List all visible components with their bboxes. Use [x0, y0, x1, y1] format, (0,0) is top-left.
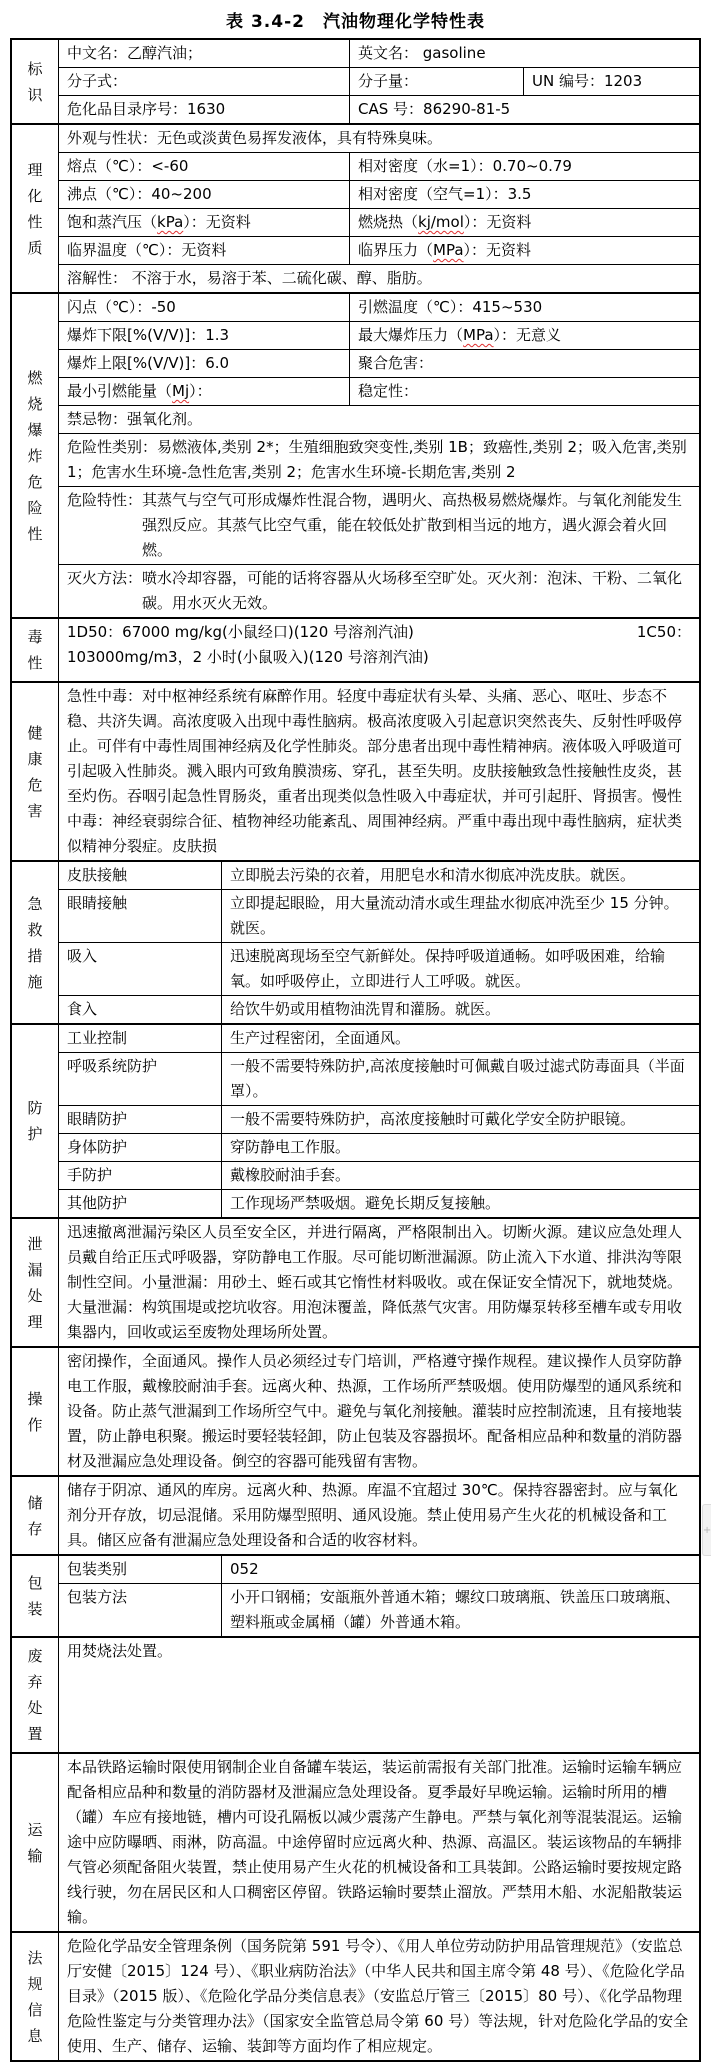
cell-eye-protection: 一般不需要特殊防护，高浓度接触时可戴化学安全防护眼镜。: [230, 1110, 636, 1128]
cell-eye-contact: 立即提起眼睑，用大量流动清水或生理盐水彻底冲洗至少 15 分钟。就医。: [230, 894, 679, 937]
cell-explosion-upper: 爆炸上限[%(V/V)]：6.0: [59, 350, 350, 377]
lc50-value: 103000mg/m3，2 小时(小鼠吸入)(120 号溶剂汽油): [67, 648, 429, 666]
table-row: [59, 125, 699, 152]
section-label-physical-chemical: [12, 125, 59, 292]
table-row: [59, 349, 699, 377]
section-label-storage: [12, 1477, 59, 1554]
table-row: [59, 1105, 699, 1133]
section-label-text: 储存: [27, 1493, 43, 1538]
cell-handling: 密闭操作，全面通风。操作人员必须经过专门培训，严格遵守操作规程。建议操作人员穿防静电工作服，戴橡胶耐油手套。远离火种、热源，工作场所严禁吸烟。使用防爆型的通风系统和设备。防止蒸气泄漏到工作场所空气中。避免与氧化剂接触。灌装时应控制流速，且有接地装置，防止静电积聚。搬运时要轻装轻卸，防止包装及容器损坏。配备相应品种和数量的消防器材及泄漏应急处理设备。倒空的容器可能残留有害物。: [67, 1352, 683, 1470]
cell-engineering-label: 工业控制: [59, 1025, 222, 1052]
section-label-regulation: [12, 1933, 59, 2060]
cell-packaging-method: 小开口钢桶；安瓿瓶外普通木箱；螺纹口玻璃瓶、铁盖压口玻璃瓶、塑料瓶或金属桶（罐）外普通木箱。: [230, 1588, 681, 1631]
cell-hazard-class: 危险性类别：易燃液体,类别 2*；生殖细胞致突变性,类别 1B；致癌性,类别 2；吸入危害,类别 1；危害水生环境-急性危害,类别 2；危害水生环境-长期危害,类别 2: [67, 438, 687, 481]
ld50-value: 1D50：67000 mg/kg(小鼠经口)(120 号溶剂汽油): [67, 623, 414, 641]
table-row: [59, 294, 699, 321]
section-packaging: [12, 1554, 699, 1636]
table-row: [59, 67, 699, 95]
table-row: [59, 264, 699, 292]
table-row: [59, 942, 699, 995]
table-row: [59, 1348, 699, 1475]
section-label-text: 毒性: [27, 628, 43, 672]
table-row: [59, 1219, 699, 1346]
cell-respiratory-label: 呼吸系统防护: [59, 1053, 222, 1105]
cell-hand-protection: 戴橡胶耐油手套。: [230, 1166, 351, 1184]
cell-packaging-category-label: 包装类别: [59, 1556, 222, 1583]
cell-regulation: 危险化学品安全管理条例（国务院第 591 号令）、《用人单位劳动防护用品管理规范》（安监总厅安健〔2015〕124 号）、《职业病防治法》（中华人民共和国主席令第 48 号）、《危险化学品目录》（2015 版）、《危险化学品分类信息表》（安监总厅管三〔2015〕80 号）、《化学品物理危险性鉴定与分类管理办法》（国家安全监管总局令第 60 号）等法规，针对危险化学品的安全使用、生产、储存、运输、装卸等方面均作了相应规定。: [67, 1937, 689, 2055]
cell-flash-point: 闪点（℃）：-50: [59, 294, 350, 321]
table-row: [59, 95, 699, 123]
section-label-waste-disposal: [12, 1638, 59, 1752]
table-row: [59, 683, 699, 860]
section-label-text: 泄漏处理: [27, 1234, 43, 1331]
cell-max-explosion-pressure: 最大爆炸压力（MPa）：无意义: [358, 326, 562, 344]
cell-packaging-category: 052: [230, 1560, 259, 1578]
section-regulation: [12, 1931, 699, 2060]
cell-body-protection: 穿防静电工作服。: [230, 1138, 351, 1156]
table-row: [59, 208, 699, 236]
section-label-text: 法规信息: [27, 1948, 43, 2045]
table-row: [59, 995, 699, 1023]
section-label-text: 操作: [27, 1389, 43, 1434]
cell-respiratory: 一般不需要特殊防护,高浓度接触时可佩戴自吸过滤式防毒面具（半面罩）。: [230, 1057, 685, 1100]
table-row: [59, 152, 699, 180]
table-row: [59, 1556, 699, 1583]
cell-storage: 储存于阴凉、通风的库房。远离火种、热源。库温不宜超过 30℃。保持容器密封。应与氧化剂分开存放，切忌混储。采用防爆型照明、通风设施。禁止使用易产生火花的机械设备和工具。储区应备有泄漏应急处理设备和合适的收容材料。: [67, 1481, 678, 1549]
properties-table: [10, 38, 701, 2062]
cell-explosion-lower: 爆炸下限[%(V/V)]：1.3: [59, 322, 350, 349]
table-row: [59, 1477, 699, 1554]
section-fire-explosion: [12, 292, 699, 617]
section-waste-disposal: [12, 1636, 699, 1752]
cell-molecular-formula: 分子式：: [59, 68, 350, 95]
table-row: [59, 377, 699, 405]
table-row: [59, 1161, 699, 1189]
table-row: [59, 1754, 699, 1931]
section-physical-chemical: [12, 123, 699, 292]
lc50-label: 1C50：: [636, 623, 691, 641]
cell-ingestion: 给饮牛奶或用植物油洗胃和灌肠。就医。: [230, 1000, 501, 1018]
cell-waste-disposal: 用焚烧法处置。: [67, 1642, 173, 1660]
section-label-protection: [12, 1025, 59, 1217]
section-handling: [12, 1346, 699, 1475]
table-row: [59, 1133, 699, 1161]
cell-melting-point: 熔点（℃）：<-60: [59, 153, 350, 180]
section-label-text: 理化性质: [27, 160, 43, 257]
section-label-transport: [12, 1754, 59, 1931]
cell-inhalation: 迅速脱离现场至空气新鲜处。保持呼吸道通畅。如呼吸困难，给输氧。如呼吸停止，立即进行人工呼吸。就医。: [230, 947, 666, 990]
cell-ingestion-label: 食入: [59, 996, 222, 1023]
table-title: 表 3.4-2 汽油物理化学特性表: [226, 12, 485, 32]
cell-hand-protection-label: 手防护: [59, 1162, 222, 1189]
cell-engineering: 生产过程密闭，全面通风。: [230, 1029, 411, 1047]
section-label-text: 防护: [27, 1099, 43, 1143]
cell-packaging-method-label: 包装方法: [59, 1584, 222, 1636]
section-leak-disposal: [12, 1217, 699, 1346]
cell-other-protection-label: 其他防护: [59, 1190, 222, 1217]
table-row: [59, 180, 699, 208]
section-label-packaging: [12, 1556, 59, 1636]
cell-critical-temp: 临界温度（℃）：无资料: [59, 237, 350, 264]
section-health-hazard: [12, 681, 699, 860]
cell-inhalation-label: 吸入: [59, 943, 222, 995]
cell-health-hazard: 急性中毒：对中枢神经系统有麻醉作用。轻度中毒症状有头晕、头痛、恶心、呕吐、步态不稳、共济失调。高浓度吸入出现中毒性脑病。极高浓度吸入引起意识突然丧失、反射性呼吸停止。可伴有中毒性周围神经病及化学性肺炎。部分患者出现中毒性精神病。液体吸入呼吸道可引起吸入性肺炎。溅入眼内可致角膜溃疡、穿孔，甚至失明。皮肤接触致急性接触性皮炎，甚至灼伤。吞咽引起急性胃肠炎，重者出现类似急性吸入中毒症状，并可引起肝、肾损害。慢性中毒：神经衰弱综合征、植物神经功能紊乱、周围神经病。严重中毒出现中毒性脑病，症状类似精神分裂症。皮肤损: [67, 687, 683, 855]
cell-density-water: 相对密度（水=1）：0.70~0.79: [358, 157, 572, 175]
cell-boiling-point: 沸点（℃）：40~200: [59, 181, 350, 208]
cell-body-protection-label: 身体防护: [59, 1134, 222, 1161]
cell-stability: 稳定性：: [358, 382, 419, 400]
section-label-text: 废弃处置: [27, 1647, 43, 1743]
cell-appearance: 外观与性状：无色或淡黄色易挥发液体，具有特殊臭味。: [67, 129, 443, 147]
section-protection: [12, 1023, 699, 1217]
floating-plus-button[interactable]: +: [702, 1504, 711, 1556]
table-row: [59, 862, 699, 889]
cell-eye-contact-label: 眼睛接触: [59, 890, 222, 942]
cell-molecular-weight: 分子量：: [350, 68, 524, 95]
table-row: [59, 1025, 699, 1052]
cell-eye-protection-label: 眼睛防护: [59, 1106, 222, 1133]
section-storage: [12, 1475, 699, 1554]
cell-chinese-name: 中文名：乙醇汽油；: [59, 40, 350, 67]
cell-skin-contact-label: 皮肤接触: [59, 862, 222, 889]
cell-transport: 本品铁路运输时限使用钢制企业自备罐车装运，装运前需报有关部门批准。运输时运输车辆应配备相应品种和数量的消防器材及泄漏应急处理设备。夏季最好早晚运输。运输时所用的槽（罐）车应有接地链，槽内可设孔隔板以减少震荡产生静电。严禁与氧化剂等混装混运。运输途中应防曝晒、雨淋，防高温。中途停留时应远离火种、热源、高温区。装运该物品的车辆排气管必须配备阻火装置，禁止使用易产生火花的机械设备和工具装卸。公路运输时要按规定路线行驶，勿在居民区和人口稠密区停留。铁路运输时要禁止溜放。严禁用木船、水泥船散装运输。: [67, 1758, 683, 1926]
cell-un-number: UN 编号：1203: [532, 72, 643, 90]
cell-fire-fighting: 灭火方法：喷水冷却容器，可能的话将容器从火场移至空旷处。灭火剂：泡沫、干粉、二氧化碳。用水灭火无效。: [67, 569, 683, 612]
table-row: [59, 433, 699, 486]
table-row: [59, 619, 699, 671]
table-row: [59, 889, 699, 942]
section-label-first-aid: [12, 862, 59, 1023]
cell-catalog-number: 危化品目录序号：1630: [59, 96, 350, 123]
cell-leak-disposal: 迅速撤离泄漏污染区人员至安全区，并进行隔离，严格限制出入。切断火源。建议应急处理人员戴自给正压式呼吸器，穿防静电工作服。尽可能切断泄漏源。防止流入下水道、排洪沟等限制性空间。小量泄漏：用砂土、蛭石或其它惰性材料吸收。或在保证安全情况下，就地焚烧。大量泄漏：构筑围堤或挖坑收容。用泡沫覆盖，降低蒸气灾害。用防爆泵转移至槽车或专用收集器内，回收或运至废物处理场所处置。: [67, 1223, 683, 1341]
cell-ignition-temp: 引燃温度（℃）：415~530: [358, 298, 543, 316]
table-row: [59, 1583, 699, 1636]
table-row: [59, 40, 699, 67]
cell-hazard-character: 危险特性：其蒸气与空气可形成爆炸性混合物，遇明火、高热极易燃烧爆炸。与氧化剂能发生强烈反应。其蒸气比空气重，能在较低处扩散到相当远的地方，遇火源会着火回燃。: [67, 491, 683, 559]
cell-critical-pressure: 临界压力（MPa）：无资料: [358, 241, 532, 259]
document-page: [0, 7, 711, 2070]
section-label-text: 燃烧爆炸危险性: [27, 368, 43, 543]
cell-incompatibles: 禁忌物：强氧化剂。: [67, 410, 203, 428]
cell-combustion-heat: 燃烧热（kj/mol）：无资料: [358, 213, 532, 231]
section-label-text: 健康危害: [27, 723, 43, 820]
table-row: [59, 321, 699, 349]
table-row: [59, 405, 699, 433]
section-label-text: 标识: [27, 59, 43, 104]
section-label-identification: [12, 40, 59, 123]
section-label-health-hazard: [12, 683, 59, 860]
cell-cas-number: CAS 号：86290-81-5: [358, 100, 511, 118]
cell-solubility: 溶解性： 不溶于水，易溶于苯、二硫化碳、醇、脂肪。: [67, 269, 432, 287]
section-label-text: 运输: [27, 1820, 43, 1865]
section-label-text: 包装: [27, 1574, 43, 1618]
cell-min-ignition-energy: 最小引燃能量（Mj）：: [59, 378, 350, 405]
section-transport: [12, 1752, 699, 1931]
section-label-toxicity: [12, 619, 59, 681]
section-first-aid: [12, 860, 699, 1023]
section-label-text: 急救措施: [27, 894, 43, 991]
cell-density-air: 相对密度（空气=1）：3.5: [358, 185, 532, 203]
table-row: [59, 236, 699, 264]
section-label-fire-explosion: [12, 294, 59, 617]
cell-other-protection: 工作现场严禁吸烟。避免长期反复接触。: [230, 1194, 501, 1212]
table-row: [59, 1052, 699, 1105]
table-row: [59, 486, 699, 564]
section-toxicity: [12, 617, 699, 681]
table-row: [59, 1638, 699, 1722]
section-label-leak-disposal: [12, 1219, 59, 1346]
section-label-handling: [12, 1348, 59, 1475]
table-row: [59, 1933, 699, 2060]
cell-skin-contact: 立即脱去污染的衣着，用肥皂水和清水彻底冲洗皮肤。就医。: [230, 866, 636, 884]
cell-vapor-pressure: 饱和蒸汽压（kPa）：无资料: [59, 209, 350, 236]
table-row: [59, 564, 699, 617]
cell-toxicity: [59, 619, 699, 671]
table-row: [59, 1189, 699, 1217]
cell-english-name: 英文名： gasoline: [358, 44, 486, 62]
cell-polymerization: 聚合危害：: [358, 354, 434, 372]
section-identification: [12, 40, 699, 123]
